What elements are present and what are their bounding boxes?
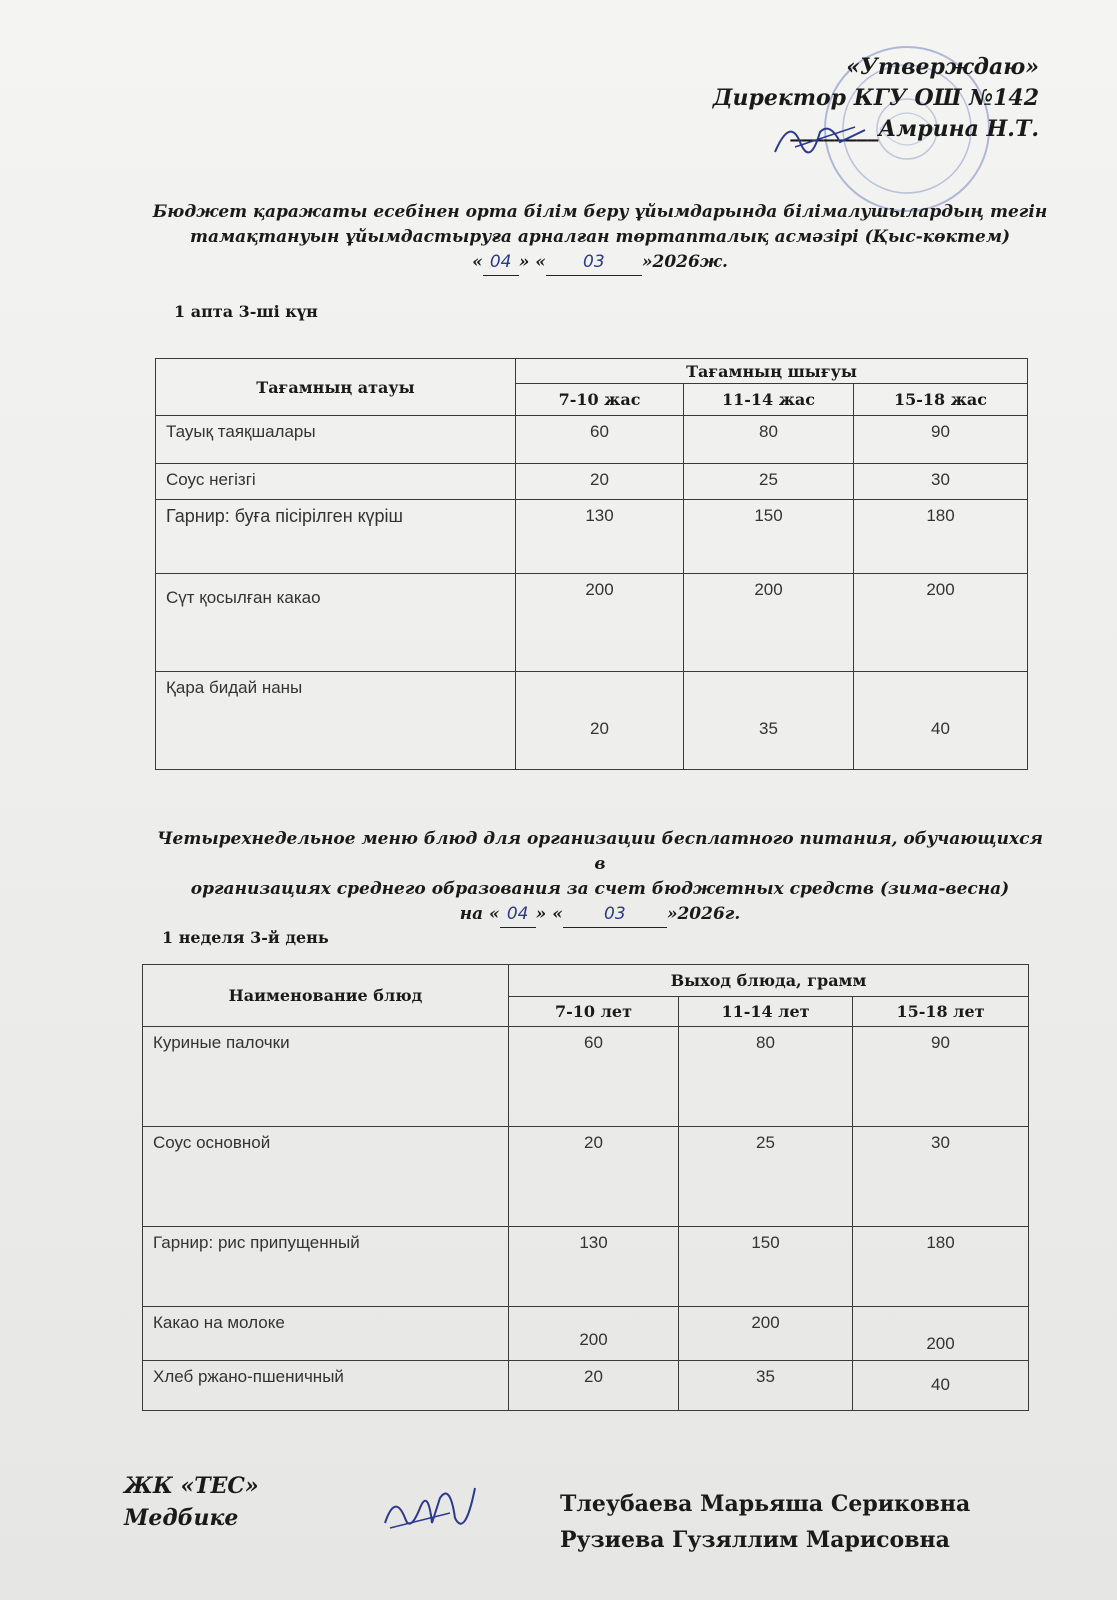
dish-name: Қара бидай наны [156, 672, 516, 770]
table-row [156, 416, 1028, 464]
ru-title [150, 827, 1050, 928]
table-row [156, 500, 1028, 574]
signature-line: ________ [790, 116, 879, 142]
kz-title [150, 200, 1050, 276]
ru-header-name: Наименование блюд [143, 965, 509, 1027]
ru-header-group: Выход блюда, грамм [509, 965, 1029, 997]
portion-value: 40 [854, 672, 1028, 770]
ru-date-month: 03 [563, 902, 667, 928]
portion-value: 20 [516, 672, 684, 770]
kz-date-day: 04 [483, 250, 519, 276]
approval-director: Директор КГУ ОШ №142 [712, 85, 1039, 111]
kz-date [150, 250, 1050, 276]
table-row [156, 574, 1028, 672]
ru-menu-table [142, 964, 1029, 1411]
table-row [143, 1127, 1029, 1227]
approval-title: «Утверждаю» [846, 54, 1039, 80]
portion-value: 150 [679, 1227, 853, 1307]
table-row [143, 1027, 1029, 1127]
footer-person-1: Тлеубаева Марьяша Сериковна [560, 1491, 971, 1517]
footer-role: Медбике [124, 1505, 239, 1531]
portion-value: 200 [854, 574, 1028, 672]
kz-date-close: »2026ж. [641, 252, 728, 272]
dish-name: Гарнир: рис припущенный [143, 1227, 509, 1307]
dish-name: Соус основной [143, 1127, 509, 1227]
table-row [156, 464, 1028, 500]
portion-value: 30 [854, 464, 1028, 500]
footer-person-2: Рузиева Гузяллим Марисовна [560, 1527, 950, 1553]
portion-value: 25 [684, 464, 854, 500]
dish-name: Какао на молоке [143, 1307, 509, 1361]
portion-value: 200 [853, 1307, 1029, 1361]
dish-name: Хлеб ржано-пшеничный [143, 1361, 509, 1411]
kz-age-7-10: 7-10 жас [516, 384, 684, 416]
portion-value: 20 [509, 1361, 679, 1411]
portion-value: 60 [509, 1027, 679, 1127]
ru-age-7-10: 7-10 лет [509, 997, 679, 1027]
kz-age-11-14: 11-14 жас [684, 384, 854, 416]
kz-title-line1: Бюджет қаражаты есебінен орта білім беру ұйымдарында білімалушылардың тегін [152, 202, 1048, 222]
portion-value: 180 [853, 1227, 1029, 1307]
table-row [143, 1307, 1029, 1361]
portion-value: 90 [854, 416, 1028, 464]
portion-value: 40 [853, 1361, 1029, 1411]
footer-persons [560, 1486, 970, 1558]
portion-value: 130 [509, 1227, 679, 1307]
approval-block [713, 52, 1039, 145]
portion-value: 200 [679, 1307, 853, 1361]
portion-value: 200 [509, 1307, 679, 1361]
kz-menu-table [155, 358, 1028, 770]
portion-value: 130 [516, 500, 684, 574]
portion-value: 200 [684, 574, 854, 672]
table-row [156, 672, 1028, 770]
dish-name: Сүт қосылған какао [156, 574, 516, 672]
portion-value: 20 [516, 464, 684, 500]
ru-title-line2: организациях среднего образования за счет бюджетных средств (зима-весна) [190, 879, 1010, 899]
kz-header-group: Тағамның шығуы [516, 359, 1028, 384]
dish-name: Тауық таяқшалары [156, 416, 516, 464]
portion-value: 60 [516, 416, 684, 464]
table-row [143, 1227, 1029, 1307]
portion-value: 25 [679, 1127, 853, 1227]
ru-date-close: »2026г. [666, 904, 741, 924]
ru-date-mid: » « [535, 904, 563, 924]
kz-age-15-18: 15-18 жас [854, 384, 1028, 416]
footer-org-block [124, 1470, 259, 1534]
approval-name-line [713, 114, 1039, 145]
portion-value: 200 [516, 574, 684, 672]
kz-date-open: « [472, 252, 483, 272]
portion-value: 180 [854, 500, 1028, 574]
kz-header-name: Тағамның атауы [156, 359, 516, 416]
director-name: Амрина Н.Т. [878, 116, 1039, 142]
ru-date-day: 04 [500, 902, 536, 928]
director-signature [770, 112, 870, 162]
portion-value: 80 [684, 416, 854, 464]
portion-value: 80 [679, 1027, 853, 1127]
ru-age-15-18: 15-18 лет [853, 997, 1029, 1027]
footer-org: ЖК «ТЕС» [124, 1473, 259, 1499]
medic-signature [380, 1478, 480, 1548]
kz-subtitle: 1 апта 3-ші күн [174, 302, 318, 321]
ru-subtitle: 1 неделя 3-й день [162, 928, 329, 947]
portion-value: 150 [684, 500, 854, 574]
ru-date [150, 902, 1050, 928]
dish-name: Гарнир: буға пісірілген күріш [156, 500, 516, 574]
portion-value: 20 [509, 1127, 679, 1227]
portion-value: 35 [684, 672, 854, 770]
ru-title-line1: Четырехнедельное меню блюд для организации бесплатного питания, обучающихся в [157, 829, 1043, 874]
dish-name: Соус негізгі [156, 464, 516, 500]
kz-title-line2: тамақтануын ұйымдастыруға арналған төртапталық асмәзірі (Қыс-көктем) [189, 227, 1011, 247]
dish-name: Куриные палочки [143, 1027, 509, 1127]
portion-value: 35 [679, 1361, 853, 1411]
kz-date-mid: » « [518, 252, 546, 272]
kz-date-month: 03 [546, 250, 642, 276]
ru-age-11-14: 11-14 лет [679, 997, 853, 1027]
ru-date-prefix: на « [459, 904, 500, 924]
portion-value: 30 [853, 1127, 1029, 1227]
portion-value: 90 [853, 1027, 1029, 1127]
table-row [143, 1361, 1029, 1411]
